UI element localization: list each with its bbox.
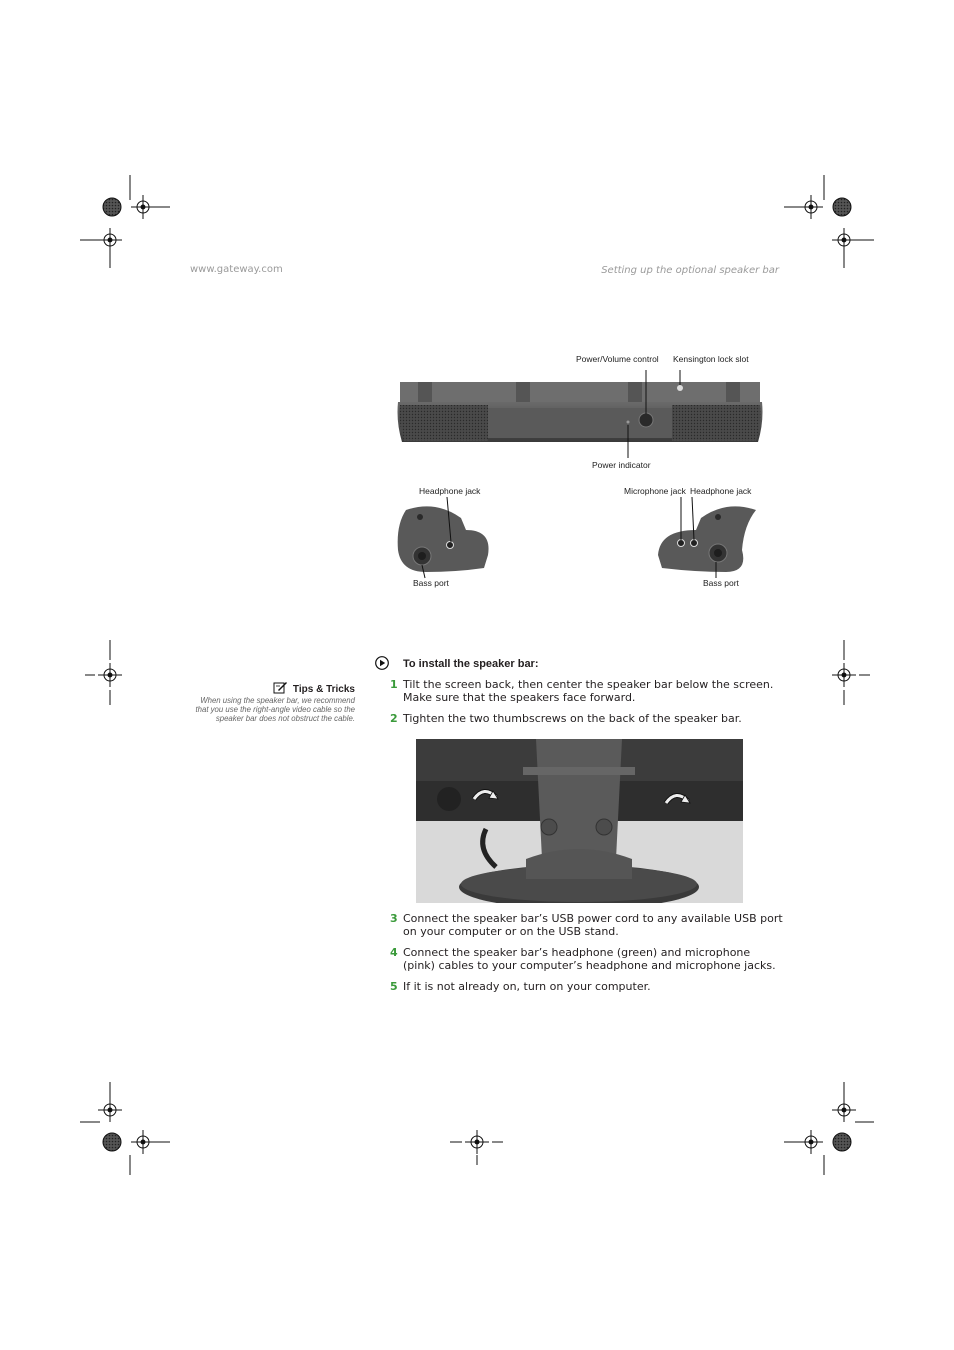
step-1 <box>390 678 790 706</box>
label-right-bass-port: Bass port <box>703 578 739 588</box>
tips-note-icon <box>273 681 288 694</box>
speaker-bar-figure <box>396 350 766 600</box>
header-url[interactable]: www.gateway.com <box>190 264 283 275</box>
step-text: Tighten the two thumbscrews on the back of the speaker bar. <box>403 712 742 725</box>
step-text: Tilt the screen back, then center the speaker bar below the screen. Make sure that the speakers face forward. <box>403 678 774 704</box>
speaker-bar-illustration <box>396 350 766 600</box>
step-number: 5 <box>390 980 398 993</box>
step-3 <box>390 912 790 940</box>
header-section-title: Setting up the optional speaker bar <box>601 265 779 276</box>
tips-body: When using the speaker bar, we recommend that you use the right-angle video cable so the speaker bar does not obstruct the cable. <box>195 696 355 723</box>
step-4 <box>390 946 790 974</box>
thumbscrew-illustration <box>416 739 743 903</box>
step-number: 2 <box>390 712 398 725</box>
step-number: 4 <box>390 946 398 959</box>
thumbscrew-photo <box>416 739 743 903</box>
label-left-bass-port: Bass port <box>413 578 449 588</box>
procedure-title: To install the speaker bar: <box>403 658 539 670</box>
label-left-headphone-jack: Headphone jack <box>419 486 481 496</box>
step-text: Connect the speaker bar’s USB power cord to any available USB port on your computer or on the USB stand. <box>403 912 783 938</box>
tips-and-tricks <box>195 677 355 723</box>
label-power-volume-control: Power/Volume control <box>576 354 659 364</box>
label-kensington-lock-slot: Kensington lock slot <box>673 354 749 364</box>
step-text: If it is not already on, turn on your computer. <box>403 980 651 993</box>
label-right-headphone-jack: Headphone jack <box>690 486 752 496</box>
label-power-indicator: Power indicator <box>592 460 651 470</box>
label-microphone-jack: Microphone jack <box>624 486 686 496</box>
step-2 <box>390 712 790 727</box>
play-circle-icon <box>375 656 389 670</box>
tips-title: Tips & Tricks <box>292 684 355 695</box>
step-text: Connect the speaker bar’s headphone (green) and microphone (pink) cables to your computer’s headphone and microphone jacks. <box>403 946 776 972</box>
step-number: 1 <box>390 678 398 691</box>
step-5 <box>390 980 790 995</box>
step-number: 3 <box>390 912 398 925</box>
